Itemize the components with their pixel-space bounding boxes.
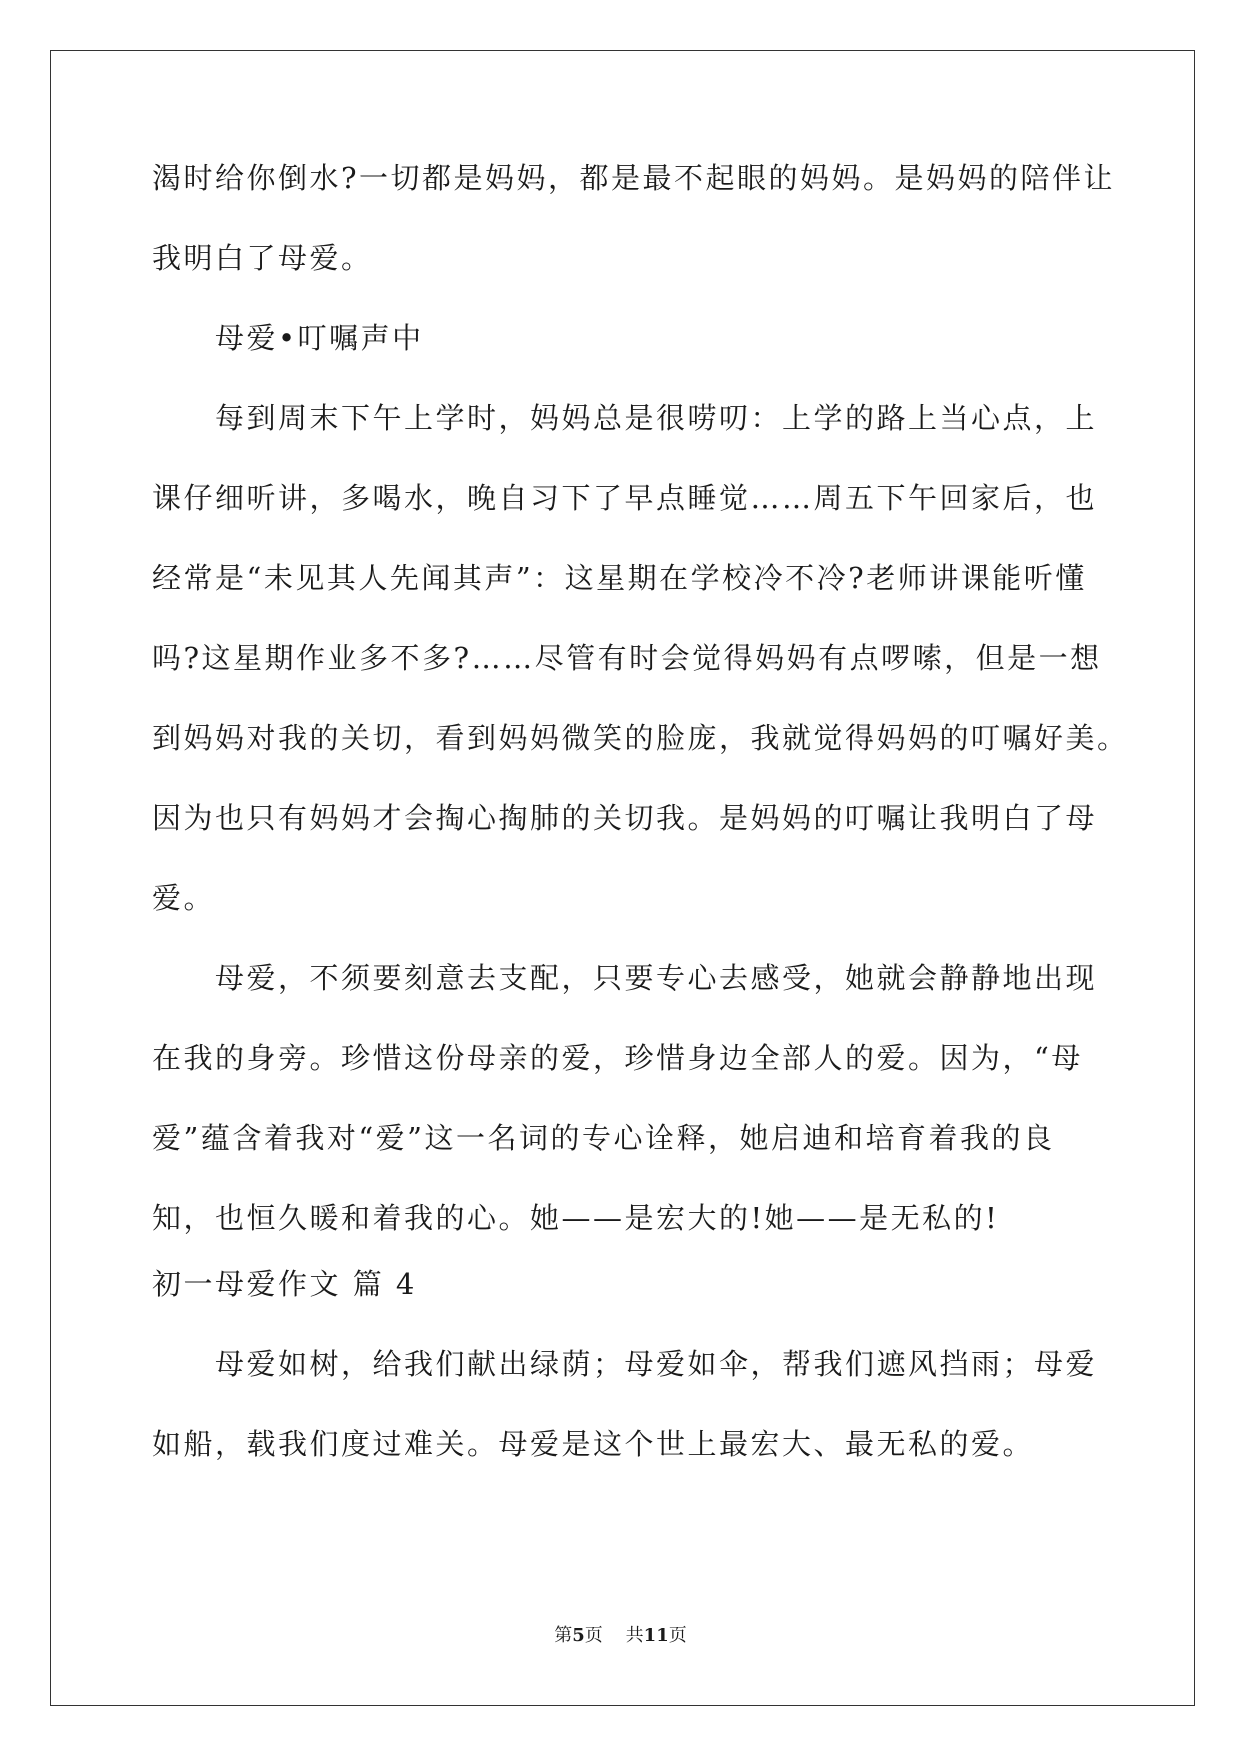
footer-suffix: 页 — [668, 1625, 687, 1646]
section-subheading: 母爱•叮嘱声中 — [215, 321, 424, 355]
paragraph-line: 在我的身旁。珍惜这份母亲的爱，珍惜身边全部人的爱。因为，“母 — [152, 1041, 1083, 1075]
paragraph-line: 母爱，不须要刻意去支配，只要专心去感受，她就会静静地出现 — [215, 961, 1098, 995]
paragraph-line: 因为也只有妈妈才会掏心掏肺的关切我。是妈妈的叮嘱让我明白了母 — [152, 801, 1098, 835]
footer-prefix: 第 — [554, 1625, 573, 1646]
paragraph-line: 我明白了母爱。 — [152, 241, 373, 275]
footer-mid: 页 共 — [584, 1625, 644, 1646]
paragraph-line: 爱”蕴含着我对“爱”这一名词的专心诠释，她启迪和培育着我的良 — [152, 1121, 1055, 1155]
page-number: 5 — [572, 1625, 585, 1646]
paragraph-line: 到妈妈对我的关切，看到妈妈微笑的脸庞，我就觉得妈妈的叮嘱好美。 — [152, 721, 1129, 755]
total-pages: 11 — [643, 1625, 669, 1646]
page-footer — [0, 1624, 1241, 1648]
paragraph-line: 母爱如树，给我们献出绿荫；母爱如伞，帮我们遮风挡雨；母爱 — [215, 1347, 1098, 1381]
paragraph-line: 经常是“未见其人先闻其声”：这星期在学校冷不冷?老师讲课能听懂 — [152, 561, 1087, 595]
paragraph-line: 如船，载我们度过难关。母爱是这个世上最宏大、最无私的爱。 — [152, 1427, 1035, 1461]
document-body — [152, 158, 1129, 1464]
paragraph-line: 课仔细听讲，多喝水，晚自习下了早点睡觉……周五下午回家后，也 — [152, 481, 1098, 515]
paragraph-line: 渴时给你倒水?一切都是妈妈，都是最不起眼的妈妈。是妈妈的陪伴让 — [152, 161, 1116, 195]
paragraph-line: 爱。 — [152, 881, 216, 915]
paragraph-line: 每到周末下午上学时，妈妈总是很唠叨：上学的路上当心点，上 — [215, 401, 1098, 435]
paragraph-line: 吗?这星期作业多不多?……尽管有时会觉得妈妈有点啰嗦，但是一想 — [152, 641, 1102, 675]
paragraph-line: 知，也恒久暖和着我的心。她——是宏大的!她——是无私的! — [152, 1201, 1000, 1235]
article-heading: 初一母爱作文 篇 4 — [152, 1267, 417, 1301]
